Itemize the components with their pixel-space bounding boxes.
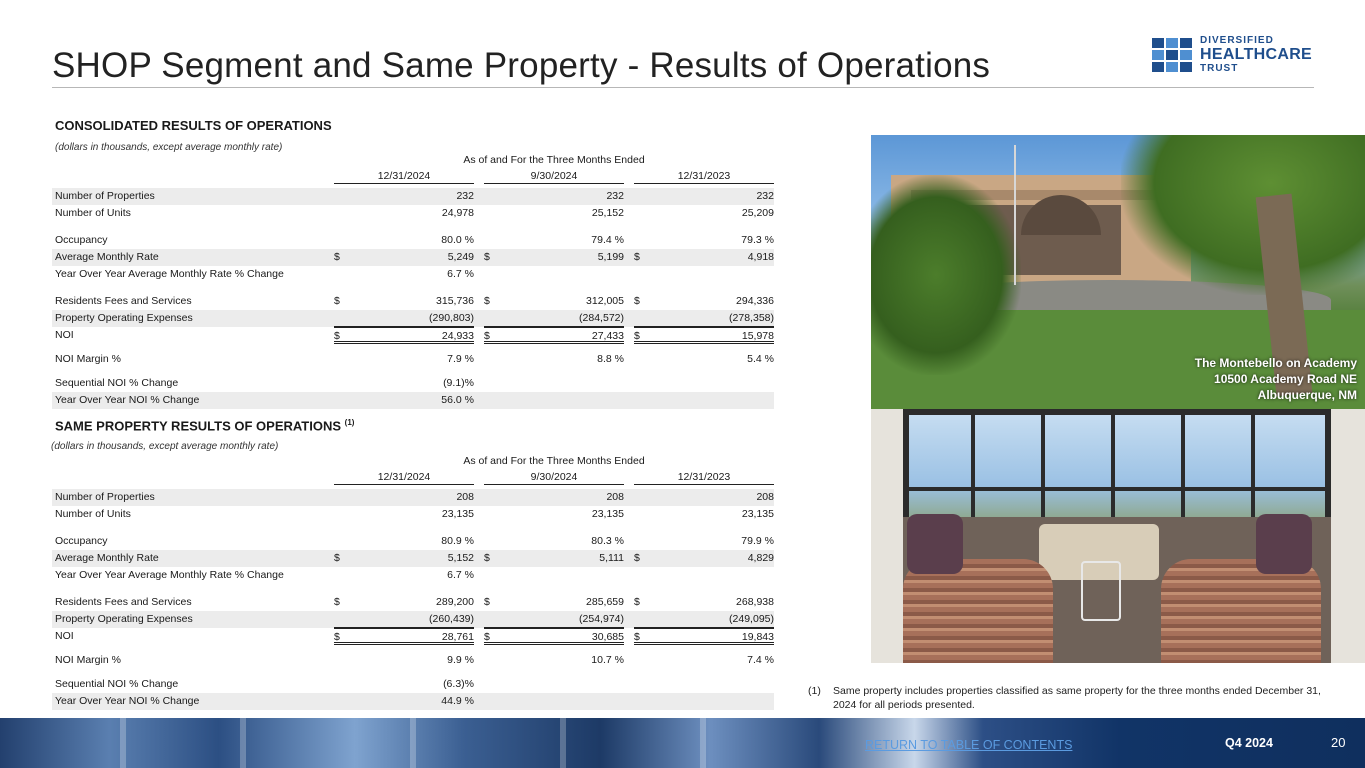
photo-caption: The Montebello on Academy 10500 Academy Road NE Albuquerque, NM [1194,356,1357,402]
table-cell [484,232,624,249]
footnote-number: (1) [808,685,821,697]
table-cell [634,652,774,669]
cell-value: 24,933 [441,330,474,342]
cell-value: (254,974) [579,613,624,625]
cell-value: 232 [606,190,624,202]
currency-symbol: $ [634,330,640,342]
cell-value: 15,978 [741,330,774,342]
page-number: 20 [1331,735,1346,750]
footer-band [0,718,1365,768]
table-cell [334,293,474,310]
table-cell [334,652,474,669]
row-label: Year Over Year NOI % Change [55,394,200,406]
cell-value: 285,659 [586,596,624,608]
cell-value: 23,135 [741,508,774,520]
cell-value: 27,433 [591,330,624,342]
table-cell [634,266,774,283]
property-exterior-photo [871,135,1365,409]
currency-symbol: $ [334,552,340,564]
cell-value: 8.8 % [597,353,624,365]
row-label: Residents Fees and Services [55,596,192,608]
column-header: 12/31/2023 [634,170,774,184]
logo-line-1: DIVERSIFIED [1200,35,1274,46]
column-header: 12/31/2024 [334,170,474,184]
table-row [52,611,774,628]
row-label: NOI Margin % [55,353,121,365]
table-cell [634,533,774,550]
table-row [52,249,774,266]
table-row [52,533,774,550]
currency-symbol: $ [334,251,340,263]
cell-value: (260,439) [429,613,474,625]
table-cell [484,506,624,523]
table-cell [484,266,624,283]
cell-value: 6.7 % [447,268,474,280]
logo-line-3: TRUST [1200,63,1239,74]
cell-value: 24,978 [441,207,474,219]
table-cell [634,188,774,205]
cell-value: 268,938 [736,596,774,608]
return-to-toc-link[interactable]: RETURN TO TABLE OF CONTENTS [865,738,1073,752]
cell-value: 5,152 [447,552,474,564]
currency-symbol: $ [484,251,490,263]
table-cell [484,567,624,584]
table-cell [634,611,774,628]
table-cell [334,506,474,523]
cell-value: 44.9 % [441,695,474,707]
cell-value: 6.7 % [447,569,474,581]
cell-value: 9.9 % [447,654,474,666]
row-label: NOI [55,630,74,642]
table-row [52,375,774,392]
row-label: Occupancy [55,234,108,246]
row-label: Year Over Year Average Monthly Rate % Change [55,268,284,280]
row-label: Sequential NOI % Change [55,377,179,389]
column-header: 12/31/2024 [334,471,474,485]
cell-value: 23,135 [441,508,474,520]
row-label: Occupancy [55,535,108,547]
column-header: 9/30/2024 [484,471,624,485]
table-cell [484,611,624,628]
table-cell [634,594,774,611]
table-row [52,310,774,327]
table-row [52,550,774,567]
table-cell [484,375,624,392]
table-cell [634,232,774,249]
table-row [52,594,774,611]
table-cell [484,652,624,669]
consolidated-subheading: (dollars in thousands, except average monthly rate) [55,142,283,153]
row-label: Number of Properties [55,190,155,202]
cell-value: (6.3)% [443,678,474,690]
cell-value: 19,843 [741,631,774,643]
cell-value: 4,918 [747,251,774,263]
property-sunroom-photo [871,409,1365,663]
table-cell [484,205,624,222]
cell-value: 232 [756,190,774,202]
table-row [52,652,774,669]
currency-symbol: $ [334,295,340,307]
table-row [52,327,774,344]
row-label: Year Over Year NOI % Change [55,695,200,707]
consolidated-heading: CONSOLIDATED RESULTS OF OPERATIONS [55,118,332,133]
currency-symbol: $ [634,596,640,608]
table-cell [334,205,474,222]
row-label: Number of Units [55,508,131,520]
table-cell [334,550,474,567]
table-cell [634,506,774,523]
table-cell [634,351,774,368]
logo-line-2: HEALTHCARE [1200,46,1313,63]
cell-value: 315,736 [436,295,474,307]
currency-symbol: $ [484,596,490,608]
cell-value: 7.9 % [447,353,474,365]
table-cell [634,489,774,506]
table-cell [334,594,474,611]
cell-value: 7.4 % [747,654,774,666]
table-cell [634,327,774,344]
table-cell [334,232,474,249]
row-label: Sequential NOI % Change [55,678,179,690]
table-row [52,293,774,310]
table-cell [484,327,624,344]
table-row [52,693,774,710]
cell-value: 10.7 % [591,654,624,666]
table-row [52,506,774,523]
cell-value: 5,249 [447,251,474,263]
row-label: Number of Units [55,207,131,219]
currency-symbol: $ [334,330,340,342]
table-row [52,205,774,222]
row-label: Year Over Year Average Monthly Rate % Change [55,569,284,581]
currency-symbol: $ [634,631,640,643]
cell-value: 208 [606,491,624,503]
table-row [52,392,774,409]
company-logo [1152,36,1312,74]
cell-value: 5,199 [597,251,624,263]
footnote-text: Same property includes properties classified as same property for the three months ended December 31, 2024 for all periods presented. [833,685,1321,711]
table-cell [634,567,774,584]
cell-value: 56.0 % [441,394,474,406]
table-cell [334,351,474,368]
cell-value: 4,829 [747,552,774,564]
table-cell [484,533,624,550]
cell-value: (290,803) [429,312,474,324]
table-cell [634,375,774,392]
cell-value: 25,152 [591,207,624,219]
row-label: NOI [55,329,74,341]
logo-mark-icon [1152,38,1192,72]
same-property-heading: SAME PROPERTY RESULTS OF OPERATIONS $^{(1)}$ [55,418,355,434]
table-cell [484,351,624,368]
table-cell [634,693,774,710]
period-title: As of and For the Three Months Ended [463,455,645,467]
cell-value: 312,005 [586,295,624,307]
column-header: 9/30/2024 [484,170,624,184]
table-cell [334,533,474,550]
cell-value: 79.9 % [741,535,774,547]
currency-symbol: $ [634,295,640,307]
cell-value: (284,572) [579,312,624,324]
table-cell [484,676,624,693]
footnote-marker: (1) [344,418,355,427]
table-cell [484,249,624,266]
table-cell [334,628,474,645]
table-cell [484,489,624,506]
currency-symbol: $ [634,251,640,263]
table-row [52,266,774,283]
table-cell [334,375,474,392]
table-cell [334,327,474,344]
row-label: NOI Margin % [55,654,121,666]
table-row [52,188,774,205]
table-row [52,567,774,584]
table-cell [634,676,774,693]
cell-value: 80.9 % [441,535,474,547]
currency-symbol: $ [484,295,490,307]
cell-value: 80.0 % [441,234,474,246]
table-cell [634,205,774,222]
cell-value: 79.3 % [741,234,774,246]
table-cell [484,594,624,611]
table-cell [634,628,774,645]
table-row [52,676,774,693]
table-cell [334,611,474,628]
table-cell [484,693,624,710]
table-cell [334,188,474,205]
table-cell [484,188,624,205]
row-label: Average Monthly Rate [55,251,159,263]
table-cell [484,392,624,409]
cell-value: 289,200 [436,596,474,608]
row-label: Property Operating Expenses [55,312,193,324]
quarter-label: Q4 2024 [1225,736,1273,750]
cell-value: 80.3 % [591,535,624,547]
cell-value: 208 [456,491,474,503]
row-label: Residents Fees and Services [55,295,192,307]
cell-value: 30,685 [591,631,624,643]
table-cell [484,293,624,310]
cell-value: 28,761 [441,631,474,643]
cell-value: 232 [456,190,474,202]
cell-value: 25,209 [741,207,774,219]
table-cell [484,310,624,327]
table-row [52,351,774,368]
cell-value: 5,111 [599,552,624,564]
same-property-subheading: (dollars in thousands, except average monthly rate) [51,441,279,452]
table-row [52,232,774,249]
table-cell [634,392,774,409]
currency-symbol: $ [484,631,490,643]
table-cell [334,676,474,693]
table-row [52,628,774,645]
table-cell [634,293,774,310]
column-header: 12/31/2023 [634,471,774,485]
cell-value: (249,095) [729,613,774,625]
cell-value: 208 [756,491,774,503]
cell-value: (9.1)% [443,377,474,389]
currency-symbol: $ [484,552,490,564]
table-cell [334,693,474,710]
cell-value: (278,358) [729,312,774,324]
row-label: Property Operating Expenses [55,613,193,625]
table-cell [334,249,474,266]
table-cell [634,550,774,567]
table-row [52,489,774,506]
row-label: Average Monthly Rate [55,552,159,564]
row-label: Number of Properties [55,491,155,503]
page-title: SHOP Segment and Same Property - Results of Operations [52,46,991,85]
table-cell [334,567,474,584]
cell-value: 5.4 % [747,353,774,365]
table-cell [484,550,624,567]
cell-value: 294,336 [736,295,774,307]
currency-symbol: $ [334,631,340,643]
currency-symbol: $ [634,552,640,564]
table-cell [634,310,774,327]
table-cell [334,310,474,327]
table-cell [334,392,474,409]
cell-value: 79.4 % [591,234,624,246]
table-cell [334,266,474,283]
table-cell [484,628,624,645]
cell-value: 23,135 [591,508,624,520]
currency-symbol: $ [334,596,340,608]
table-cell [634,249,774,266]
period-title: As of and For the Three Months Ended [463,154,645,166]
table-cell [334,489,474,506]
currency-symbol: $ [484,330,490,342]
title-divider [52,87,1314,88]
